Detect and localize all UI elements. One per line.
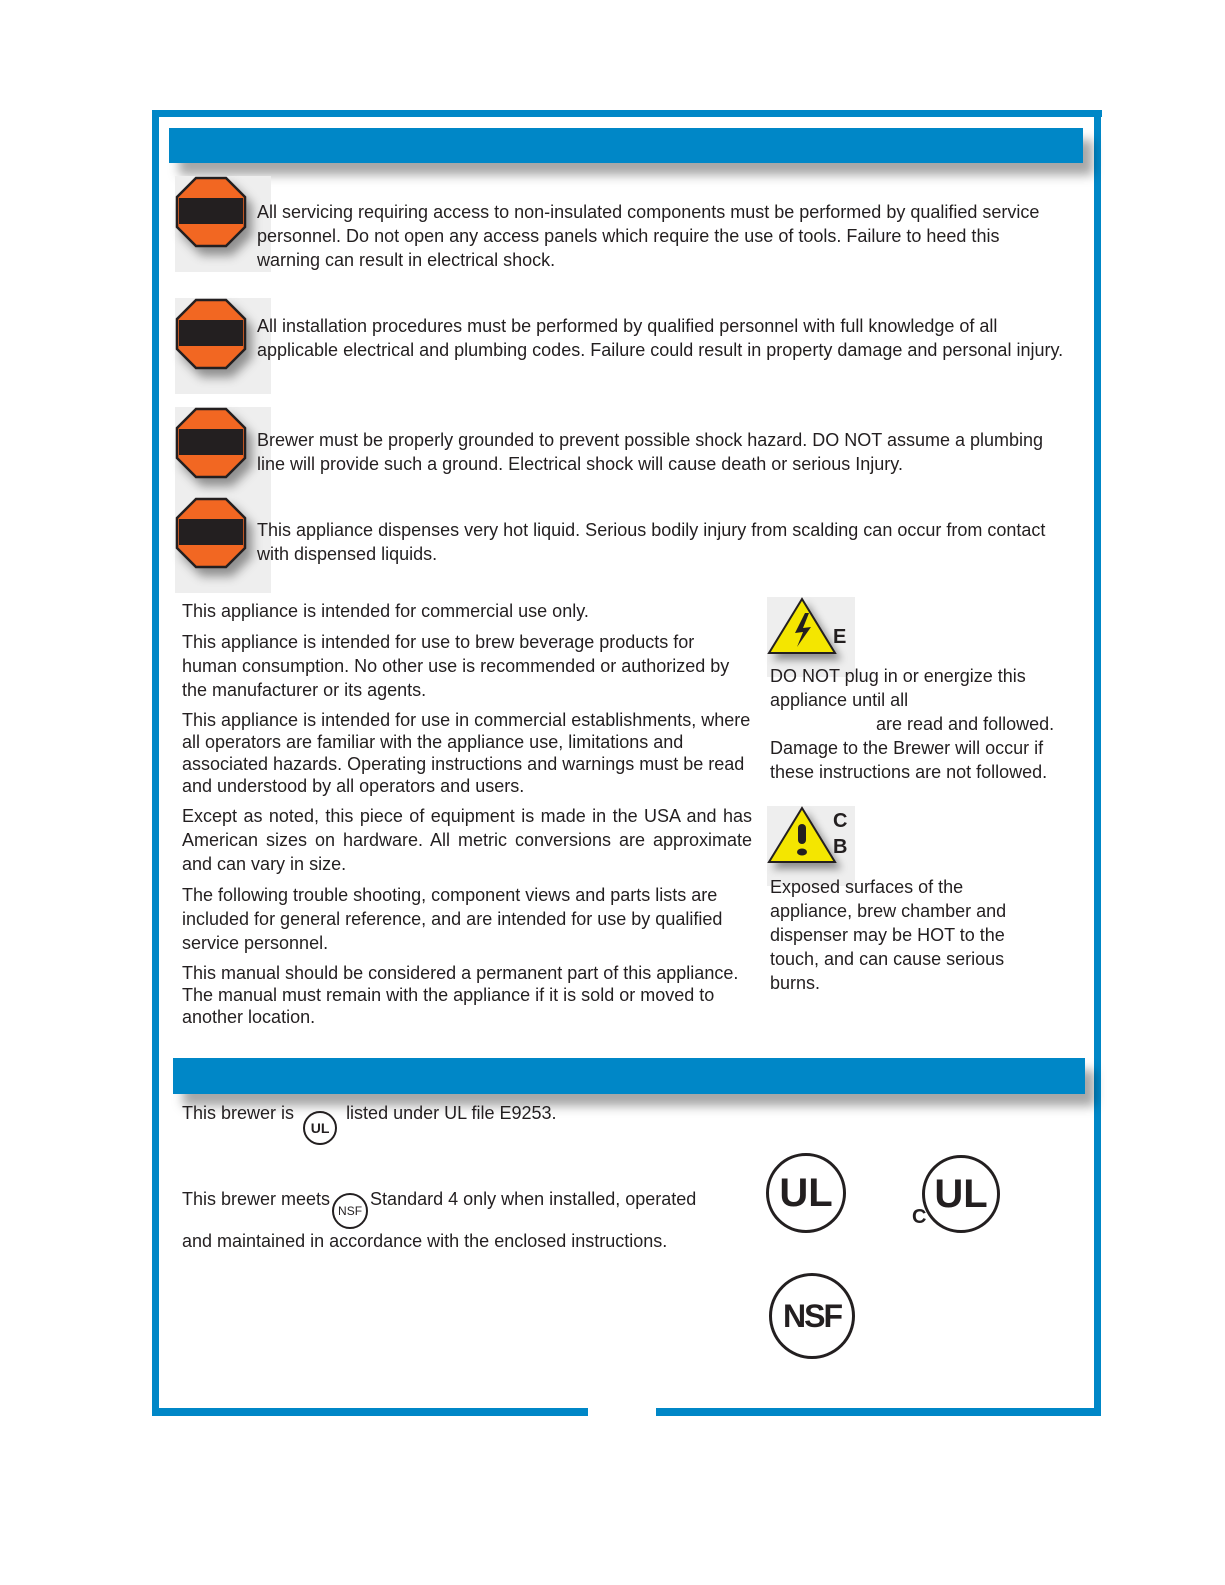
electric-text-2: are read and followed. Damage to the Brewer will occur if these instructions are not followed. — [770, 714, 1055, 782]
warning-text: All servicing requiring access to non-insulated components must be performed by qualified service personnel. Do not open any access panels which require the use of tools. Failure to heed this warning can result in electrical shock. — [257, 202, 1040, 270]
ul-small-icon: UL — [303, 1111, 337, 1145]
nsf-logo: NSF — [769, 1273, 855, 1359]
nsf-text — [182, 1187, 702, 1253]
note: Except as noted, this piece of equipment is made in the USA and has American sizes on hardware. All metric conversions are approximate and can vary in size. — [182, 806, 752, 874]
frame-border — [1094, 110, 1101, 1416]
frame-border — [152, 1408, 588, 1416]
frame-border — [656, 1408, 1101, 1416]
caution-letter: C — [833, 810, 848, 832]
nsf-prefix: This brewer meets — [182, 1189, 331, 1209]
note: This manual should be considered a permanent part of this appliance. The manual must remain with the appliance if it is sold or moved to another location. — [182, 963, 739, 1027]
cul-prefix: C — [912, 1206, 927, 1228]
warning-text: All installation procedures must be performed by qualified personnel with full knowledge of all applicable electrical and plumbing codes. Failure could result in property damage and personal injury. — [257, 316, 1064, 360]
ul-suffix: listed under UL file E9253. — [346, 1103, 557, 1123]
cul-logo: UL — [922, 1155, 1000, 1233]
frame-border — [152, 110, 1102, 117]
section-header-bar — [169, 128, 1083, 163]
frame-border — [152, 110, 159, 1416]
nsf-small-icon: NSF — [332, 1193, 368, 1229]
warning-text: This appliance dispenses very hot liquid. Serious bodily injury from scalding can occur from contact with dispensed liquids. — [257, 520, 1046, 564]
electric-warning-text — [770, 664, 1080, 784]
note: This appliance is intended for use to brew beverage products for human consumption. No other use is recommended or authorized by the manufacturer or its agents. — [182, 632, 730, 700]
note: This appliance is intended for commercial use only. — [182, 601, 589, 621]
ul-listing-text — [182, 1101, 557, 1145]
warning-text: Brewer must be properly grounded to prevent possible shock hazard. DO NOT assume a plumbing line will provide such a ground. Electrical shock will cause death or serious Injury. — [257, 430, 1044, 474]
nsf-suffix: Standard 4 only when installed, operated and maintained in accordance with the enclosed instructions. — [182, 1189, 697, 1251]
section-header-bar — [173, 1058, 1085, 1094]
caution-letter: B — [833, 836, 848, 858]
ul-prefix: This brewer is — [182, 1103, 295, 1123]
caution-text: Exposed surfaces of the appliance, brew chamber and dispenser may be HOT to the touch, and can cause serious burns. — [770, 877, 1007, 993]
note: This appliance is intended for use in commercial establishments, where all operators are familiar with the appliance use, limitations and associated hazards. Operating instructions and warnings must be read and understood by all operators and users. — [182, 710, 751, 796]
notes-column — [182, 599, 752, 1035]
electric-text-1: DO NOT plug in or energize this appliance until all — [770, 666, 1026, 710]
note: The following trouble shooting, component views and parts lists are included for general reference, and are intended for use by qualified service personnel. — [182, 885, 723, 953]
electric-letter: E — [833, 626, 847, 648]
ul-logo: UL — [766, 1153, 846, 1233]
